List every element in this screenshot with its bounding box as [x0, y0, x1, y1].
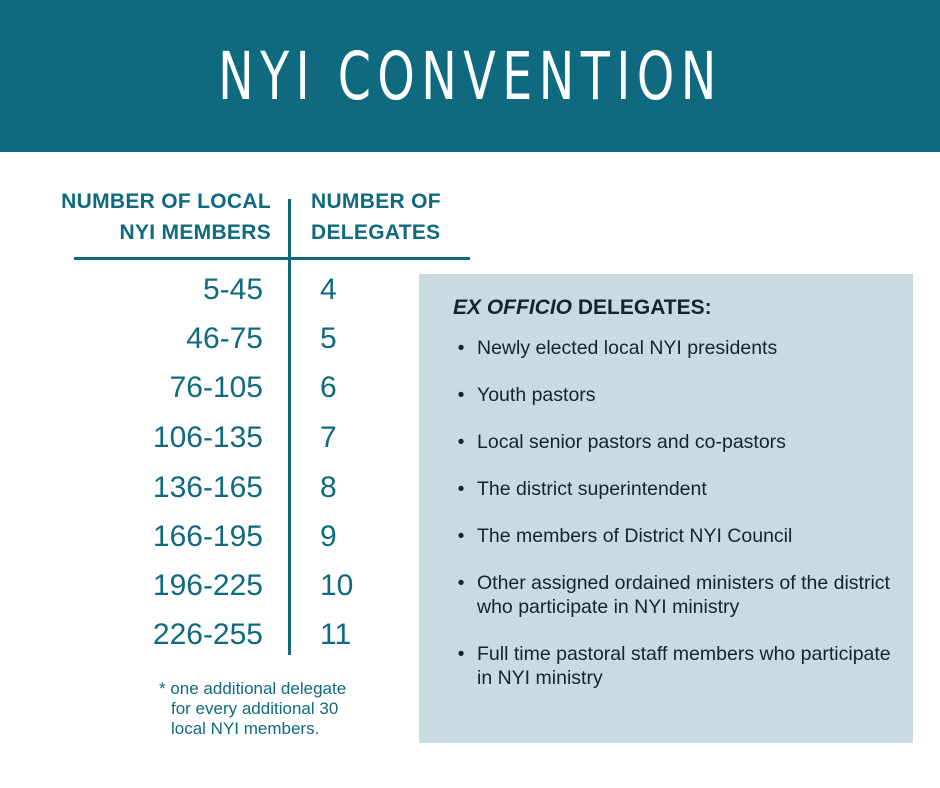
delegate-count: 7 [320, 421, 337, 454]
delegate-count: 6 [320, 371, 337, 404]
delegate-count: 8 [320, 471, 337, 504]
members-range: 76-105 [169, 371, 263, 404]
members-range: 196-225 [152, 569, 263, 602]
table-row [0, 265, 420, 314]
footnote-line-2: for every additional 30 [171, 699, 339, 718]
bullet-icon: • [457, 431, 465, 453]
members-column-header [20, 186, 271, 248]
members-range: 226-255 [152, 618, 263, 651]
ex-officio-heading [453, 296, 712, 320]
bullet-icon: • [457, 384, 465, 406]
table-row [0, 610, 420, 659]
delegates-header-line-2: DELEGATES [311, 221, 441, 244]
list-item-text: The members of District NYI Council [477, 525, 793, 547]
list-item-text: Youth pastors [477, 384, 596, 406]
ex-officio-list [453, 336, 893, 713]
delegates-header-line-1: NUMBER OF [311, 190, 441, 213]
list-item-text: Other assigned ordained ministers of the district who participate in NYI ministry [477, 572, 890, 618]
delegate-count: 10 [320, 569, 354, 602]
ex-officio-heading-rest: DELEGATES: [572, 296, 712, 319]
list-item-text: Full time pastoral staff members who participate in NYI ministry [477, 643, 891, 689]
members-range: 166-195 [152, 520, 263, 553]
list-item-text: Newly elected local NYI presidents [477, 337, 778, 359]
table-row [0, 512, 420, 561]
table-row [0, 561, 420, 610]
bullet-icon: • [457, 572, 465, 594]
table-row [0, 363, 420, 412]
list-item [453, 336, 893, 360]
members-range: 106-135 [152, 421, 263, 454]
delegate-count: 5 [320, 322, 337, 355]
members-range: 5-45 [202, 273, 263, 306]
list-item [453, 383, 893, 407]
delegate-footnote [159, 679, 409, 739]
list-item-text: Local senior pastors and co-pastors [477, 431, 786, 453]
list-item [453, 642, 893, 690]
delegate-count: 4 [320, 273, 337, 306]
list-item [453, 571, 893, 619]
table-row [0, 413, 420, 462]
list-item-text: The district superintendent [477, 478, 707, 500]
members-range: 46-75 [186, 322, 263, 355]
members-header-line-2: NYI MEMBERS [119, 221, 271, 244]
bullet-icon: • [457, 337, 465, 359]
delegates-column-header [311, 186, 481, 248]
ex-officio-panel [419, 274, 913, 743]
list-item [453, 477, 893, 501]
delegate-count: 11 [320, 618, 352, 651]
page-title: NYI CONVENTION [217, 37, 723, 115]
table-row [0, 463, 420, 512]
ex-officio-heading-italic: EX OFFICIO [453, 296, 573, 319]
delegate-count: 9 [320, 520, 337, 553]
members-range: 136-165 [152, 471, 263, 504]
bullet-icon: • [457, 525, 465, 547]
bullet-icon: • [457, 478, 465, 500]
table-row [0, 314, 420, 363]
list-item [453, 430, 893, 454]
title-banner [0, 0, 940, 152]
list-item [453, 524, 893, 548]
footnote-line-1: * one additional delegate [159, 679, 347, 698]
footnote-line-3: local NYI members. [171, 719, 320, 738]
bullet-icon: • [457, 643, 465, 665]
table-header-divider [74, 257, 470, 260]
members-header-line-1: NUMBER OF LOCAL [61, 190, 271, 213]
